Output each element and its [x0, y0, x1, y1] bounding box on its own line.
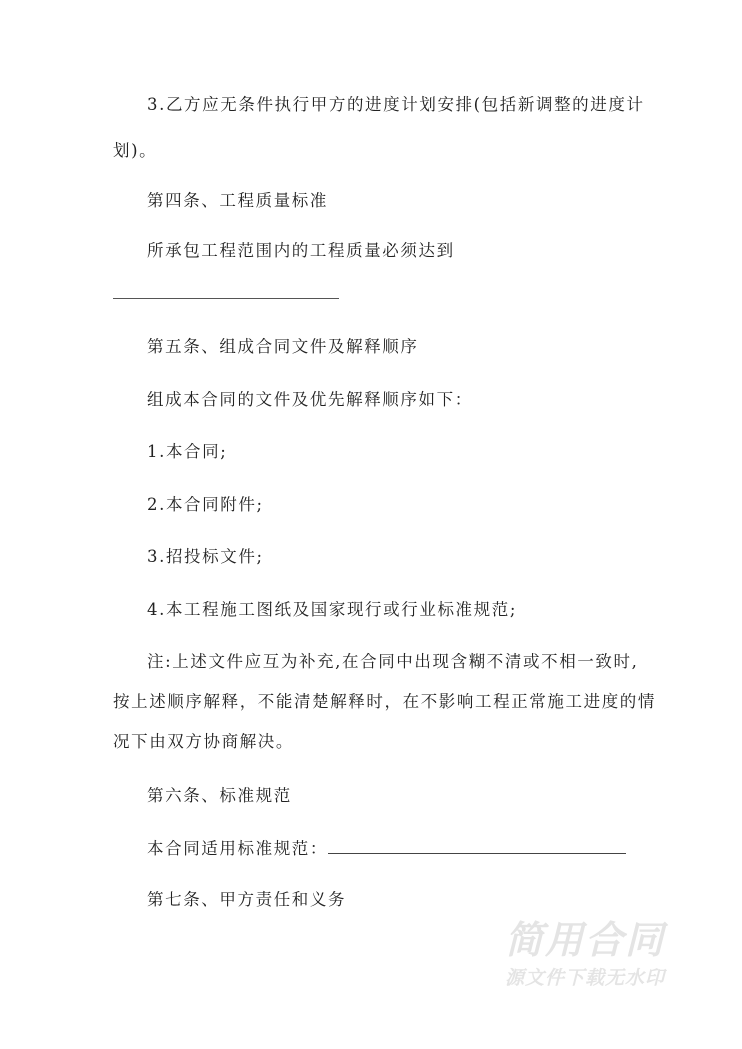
- article-6-text-row: [147, 839, 626, 859]
- article-4-title: 第四条、工程质量标准: [147, 191, 328, 210]
- article-5-intro: 组成本合同的文件及优先解释顺序如下：: [147, 390, 473, 409]
- quality-standard-blank: [113, 298, 339, 299]
- article-4-text: 所承包工程范围内的工程质量必须达到: [147, 241, 455, 260]
- note-line-2: 按上述顺序解释，不能清楚解释时，在不影响工程正常施工进度的情: [113, 692, 656, 711]
- note-line-1: 注:上述文件应互为补充,在合同中出现含糊不清或不相一致时,: [147, 652, 639, 671]
- article-6-text: 本合同适用标准规范：: [147, 839, 328, 858]
- list-item-4: 4.本工程施工图纸及国家现行或行业标准规范;: [147, 600, 518, 619]
- watermark-main-text: 简用合同: [505, 918, 666, 962]
- list-item-1: 1.本合同;: [147, 442, 228, 461]
- article-5-title: 第五条、组成合同文件及解释顺序: [147, 337, 419, 356]
- watermark-sub-text: 源文件下载无水印: [505, 967, 666, 989]
- article-7-title: 第七条、甲方责任和义务: [147, 890, 347, 909]
- clause-3-line-2: 划)。: [113, 141, 158, 160]
- article-6-title: 第六条、标准规范: [147, 786, 292, 805]
- list-item-3: 3.招投标文件;: [147, 547, 264, 566]
- clause-3-line-1: 3.乙方应无条件执行甲方的进度计划安排(包括新调整的进度计: [147, 95, 645, 114]
- list-item-2: 2.本合同附件;: [147, 495, 264, 514]
- note-line-3: 况下由双方协商解决。: [113, 732, 294, 751]
- watermark: [505, 918, 705, 990]
- standard-spec-blank: [328, 839, 626, 854]
